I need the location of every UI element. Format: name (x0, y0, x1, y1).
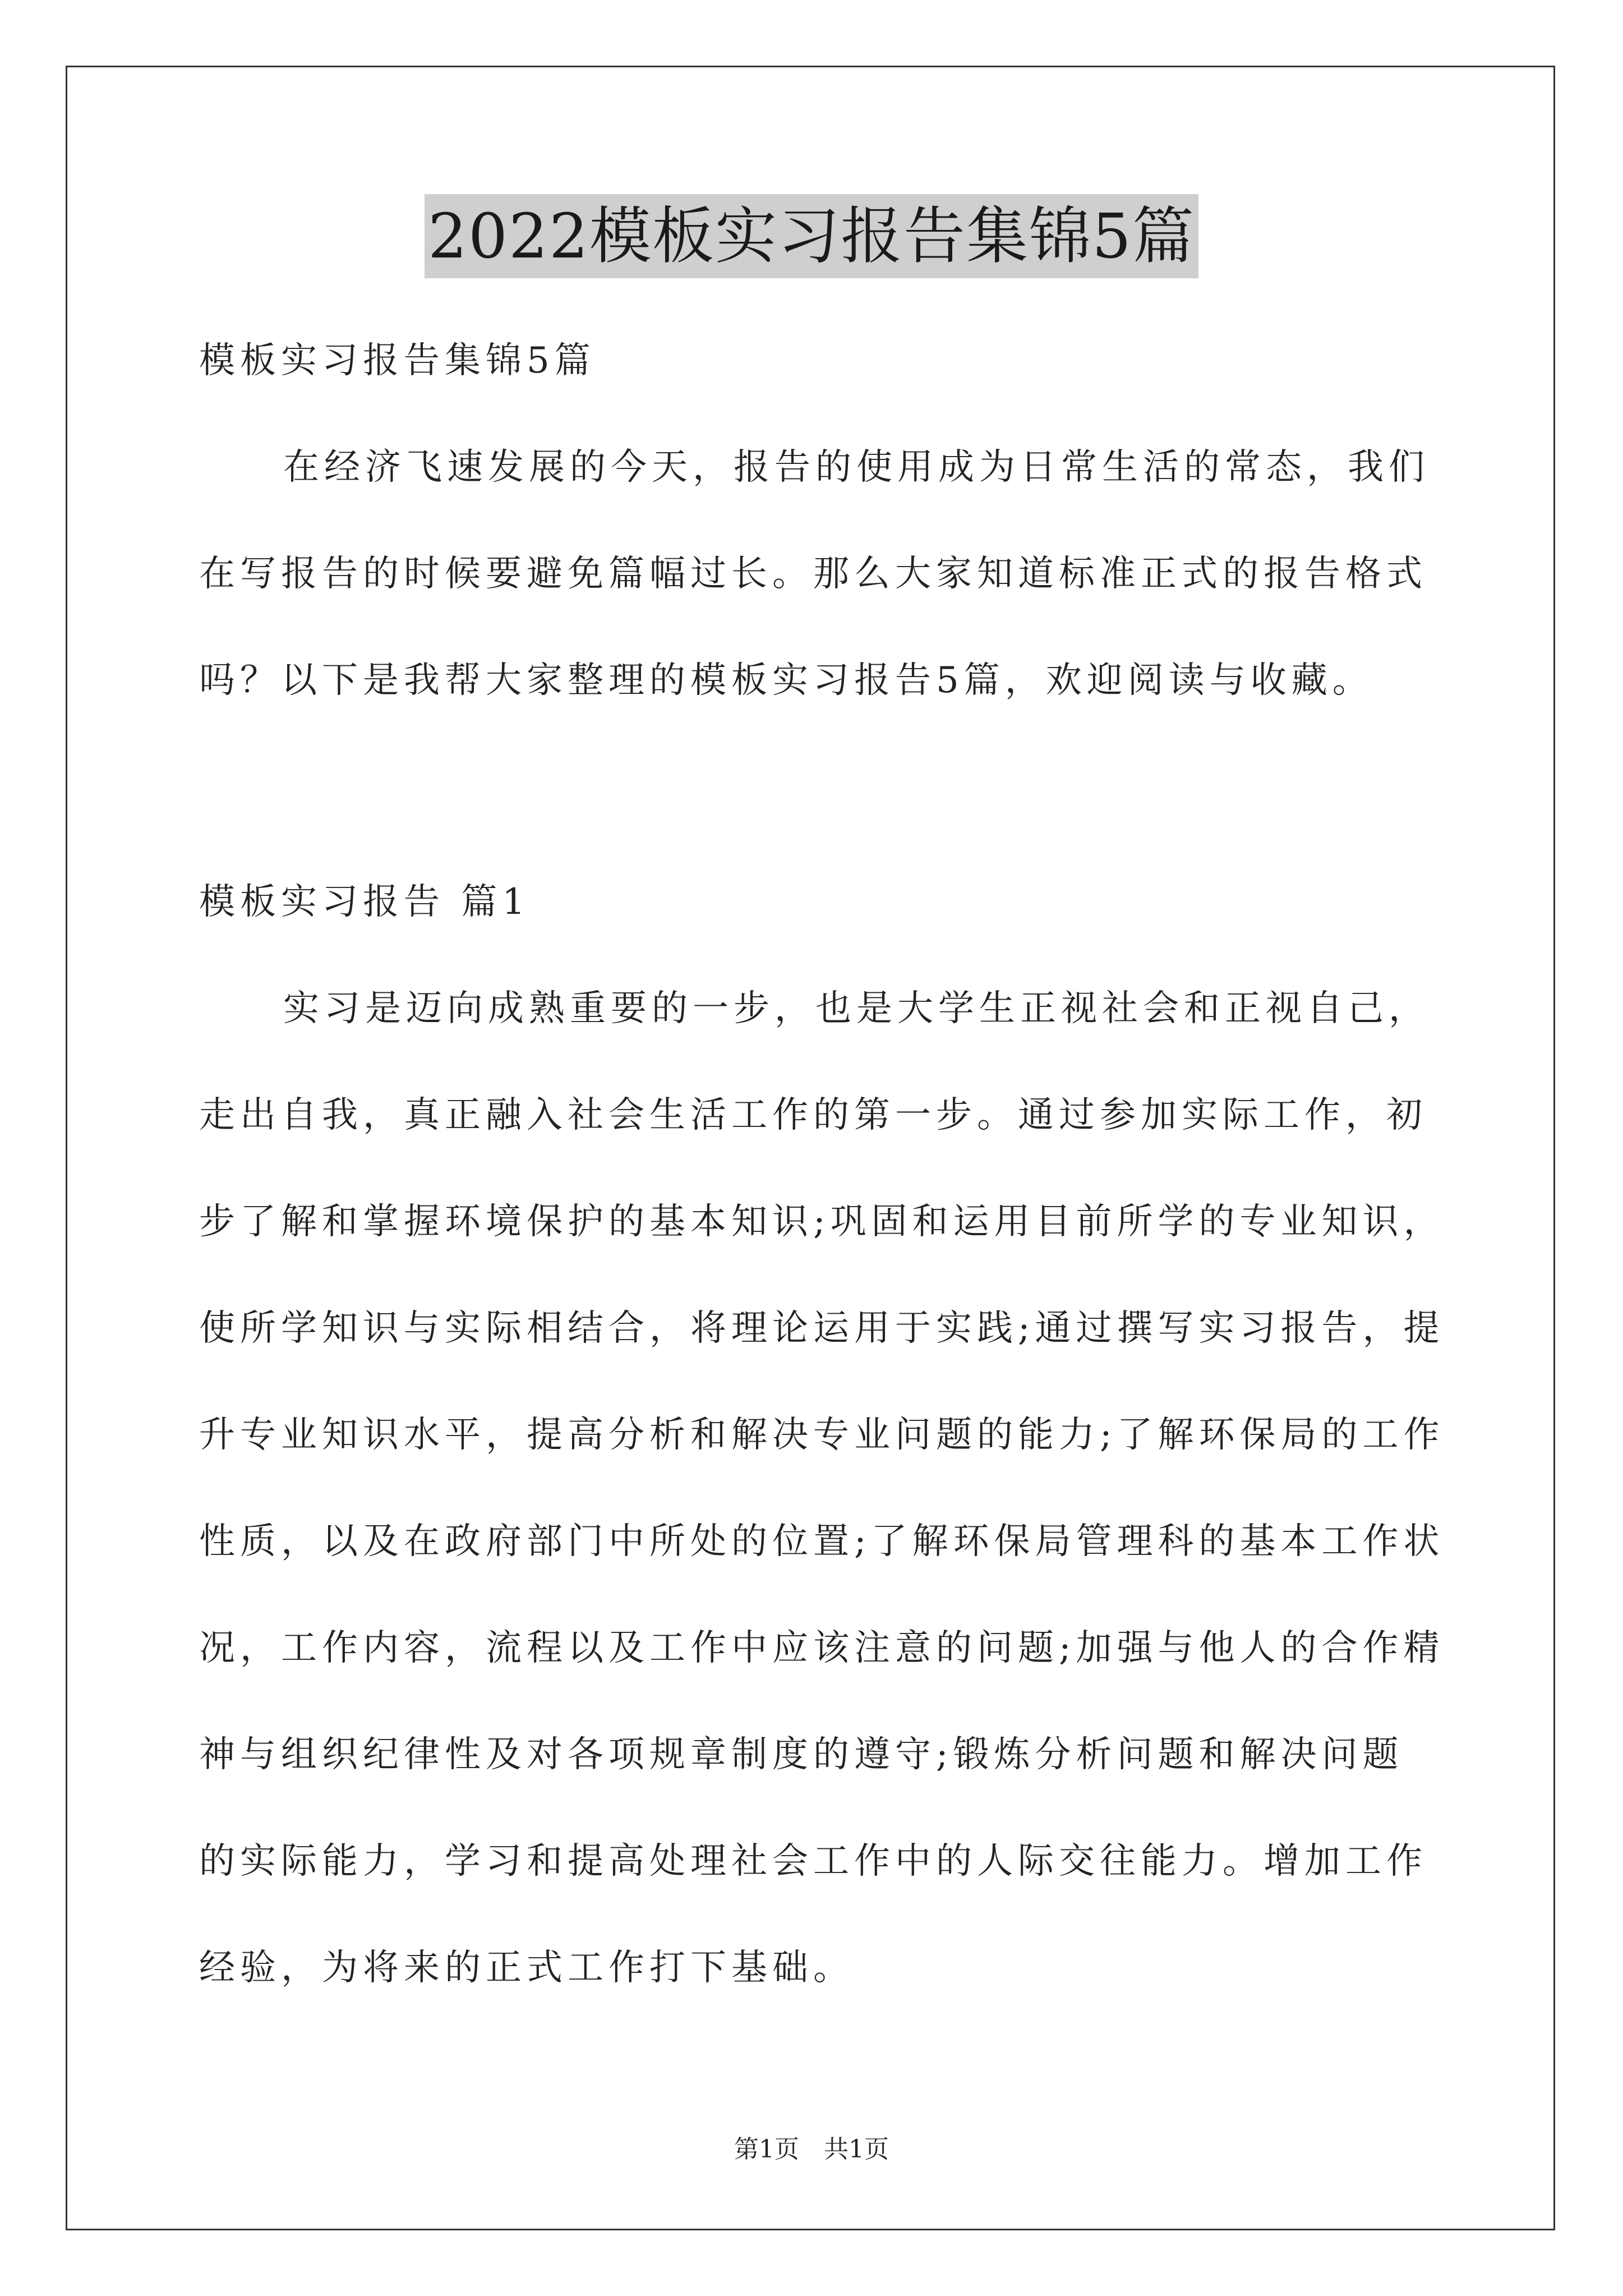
section-paragraph-line: 神与组织纪律性及对各项规章制度的遵守;锻炼分析问题和解决问题 (199, 1734, 1404, 1775)
title-container (0, 194, 1623, 278)
page-footer: 第1页 共1页 (734, 2135, 889, 2164)
section-heading: 模板实习报告 篇1 (199, 881, 531, 923)
intro-paragraph-line: 吗？以下是我帮大家整理的模板实习报告5篇，欢迎阅读与收藏。 (199, 660, 1373, 701)
document-title: 2022模板实习报告集锦5篇 (425, 194, 1198, 278)
document-body (199, 307, 1445, 2021)
section-paragraph-line: 实习是迈向成熟重要的一步，也是大学生正视社会和正视自己， (283, 988, 1430, 1029)
section-paragraph-line: 步了解和掌握环境保护的基本知识;巩固和运用目前所学的专业知识， (199, 1201, 1445, 1243)
document-subtitle: 模板实习报告集锦5篇 (199, 340, 596, 381)
intro-paragraph-line: 在经济飞速发展的今天，报告的使用成为日常生活的常态，我们 (283, 447, 1430, 488)
section-paragraph-line: 升专业知识水平，提高分析和解决专业问题的能力;了解环保局的工作 (199, 1414, 1445, 1456)
section-paragraph-line: 走出自我，真正融入社会生活工作的第一步。通过参加实际工作，初 (199, 1094, 1427, 1136)
section-paragraph-line: 况，工作内容，流程以及工作中应该注意的问题;加强与他人的合作精 (199, 1627, 1445, 1669)
section-paragraph-line: 的实际能力，学习和提高处理社会工作中的人际交往能力。增加工作 (199, 1841, 1427, 1882)
section-paragraph-line: 经验，为将来的正式工作打下基础。 (199, 1947, 854, 1989)
section-paragraph-line: 使所学知识与实际相结合，将理论运用于实践;通过撰写实习报告，提 (199, 1308, 1445, 1349)
section-gap (199, 734, 1433, 849)
intro-paragraph-line: 在写报告的时候要避免篇幅过长。那么大家知道标准正式的报告格式 (199, 553, 1427, 595)
section-paragraph-line: 性质，以及在政府部门中所处的位置;了解环保局管理科的基本工作状 (199, 1521, 1445, 1562)
